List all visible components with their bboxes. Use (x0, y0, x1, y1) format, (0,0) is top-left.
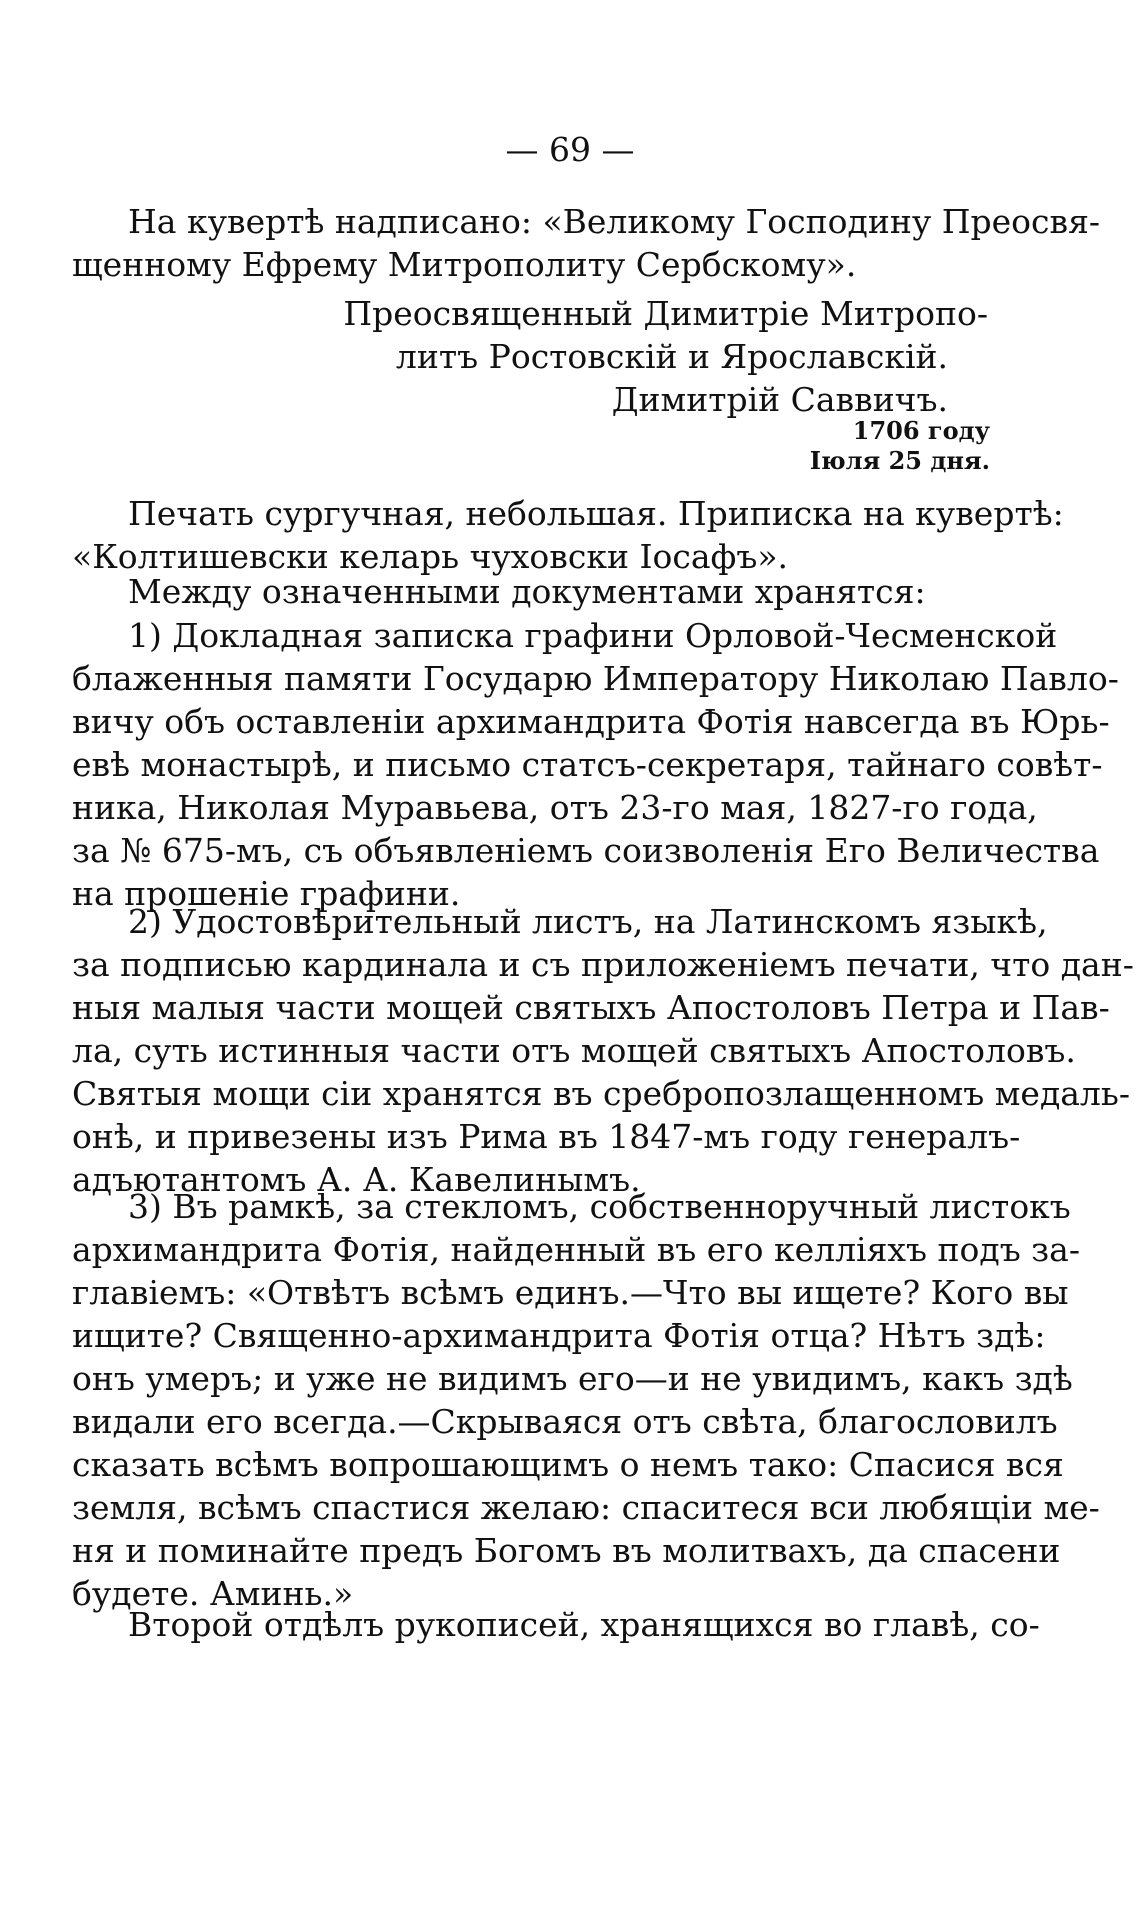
text-line: онѣ, и привезены изъ Рима въ 1847-мъ году генералъ- (72, 1117, 1021, 1156)
text-line: за подписью кардинала и съ приложеніемъ печати, что дан- (72, 945, 1134, 984)
text-line: на прошеніе графини. (72, 874, 461, 913)
text-line: ныя малыя части мощей святыхъ Апостоловъ Петра и Пав- (72, 988, 1110, 1027)
text-line: архимандрита Фотія, найденный въ его келліяхъ подъ за- (72, 1230, 1080, 1269)
signature-line: Преосвященный Димитріе Митропо- (343, 294, 988, 333)
paragraph-seal (72, 492, 1064, 578)
text-line: Печать сургучная, небольшая. Приписка на кувертѣ: (128, 494, 1064, 533)
text-line: «Колтишевски келарь чуховски Іосафъ». (72, 537, 789, 576)
text-line: адъютантомъ А. А. Кавелинымъ. (72, 1160, 641, 1199)
text-line: евѣ монастырѣ, и письмо статсъ-секретаря, тайнаго совѣт- (72, 745, 1103, 784)
text-line: 2) Удостовѣрительный листъ, на Латинскомъ языкѣ, (128, 902, 1048, 941)
text-line: 3) Въ рамкѣ, за стекломъ, собственноручный листокъ (128, 1187, 1071, 1226)
text-line: Святыя мощи сіи хранятся въ сребропозлащенномъ медаль- (72, 1074, 1131, 1113)
text-line: за № 675-мъ, съ объявленіемъ соизволенія Его Величества (72, 831, 1100, 870)
text-line: видали его всегда.—Скрываяся отъ свѣта, благословилъ (72, 1402, 1058, 1441)
text-line: сказать всѣмъ вопрошающимъ о немъ тако: Спасися вся (72, 1445, 1064, 1484)
item-1 (72, 614, 1119, 915)
text-line: 1) Докладная записка графини Орловой-Чесменской (128, 616, 1058, 655)
item-3 (72, 1185, 1100, 1615)
text-line: Между означенными документами хранятся: (128, 572, 926, 611)
signature-line: литъ Ростовскій и Ярославскій. (395, 337, 948, 376)
text-line: главіемъ: «Отвѣтъ всѣмъ единъ.—Что вы ищете? Кого вы (72, 1273, 1069, 1312)
text-line: щенному Ефрему Митрополиту Сербскому». (72, 245, 857, 284)
paragraph-second-section (72, 1603, 1040, 1646)
text-line: будете. Аминь.» (72, 1574, 354, 1613)
text-line: блаженныя памяти Государю Императору Николаю Павло- (72, 659, 1119, 698)
text-line: Второй отдѣлъ рукописей, хранящихся во главѣ, со- (128, 1605, 1040, 1644)
text-line: вичу объ оставленіи архимандрита Фотія навсегда въ Юрь- (72, 702, 1110, 741)
signature-line: Димитрій Саввичъ. (611, 380, 948, 419)
text-line: На кувертѣ надписано: «Великому Господину Преосвя- (128, 202, 1101, 241)
date-line: Іюля 25 дня. (809, 446, 990, 475)
text-line: ла, суть истинныя части отъ мощей святыхъ Апостоловъ. (72, 1031, 1076, 1070)
paragraph-envelope-inscription (72, 200, 1101, 286)
item-2 (72, 900, 1134, 1201)
text-line: ня и поминайте предъ Богомъ въ молитвахъ, да спасени (72, 1531, 1061, 1570)
paragraph-documents-intro (72, 570, 986, 613)
signature-block (300, 292, 988, 421)
text-line: земля, всѣмъ спастися желаю: спаситеся вси любящіи ме- (72, 1488, 1100, 1527)
text-line: ника, Николая Муравьева, отъ 23-го мая, 1827-го года, (72, 788, 1038, 827)
date-block (810, 416, 990, 476)
date-line: 1706 году (852, 416, 990, 445)
page-number: — 69 — (505, 130, 635, 169)
text-line: онъ умеръ; и уже не видимъ его—и не увидимъ, какъ здѣ (72, 1359, 1073, 1398)
text-line: ищите? Священно-архимандрита Фотія отца? Нѣтъ здѣ: (72, 1316, 1046, 1355)
